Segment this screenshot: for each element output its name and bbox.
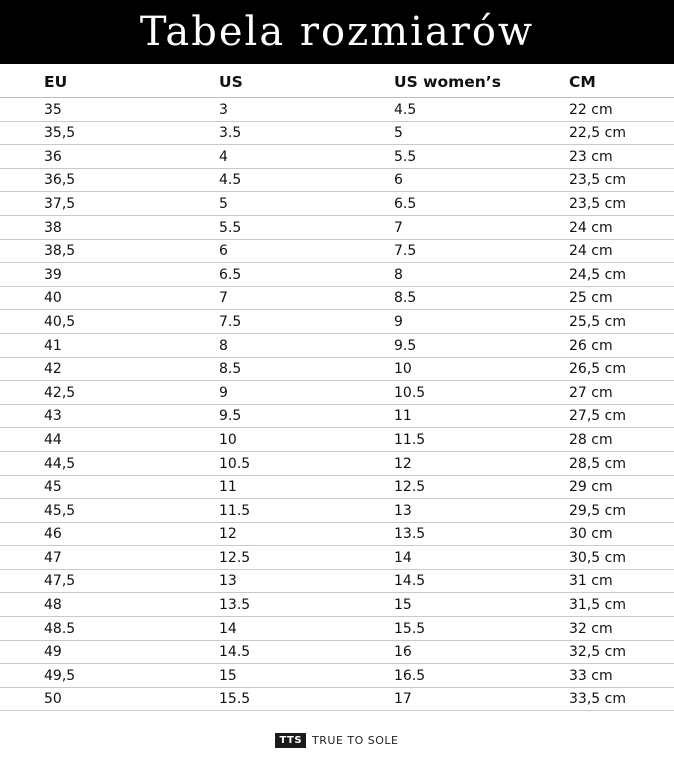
cell-eu: 44,5 — [44, 455, 76, 472]
cell-eu: 48.5 — [44, 620, 76, 637]
cell-us: 13 — [219, 573, 237, 590]
cell-us-womens: 6 — [394, 172, 403, 189]
cell-cm: 25,5 cm — [569, 313, 626, 330]
table-row — [0, 641, 674, 665]
cell-us-womens: 10 — [394, 361, 412, 378]
cell-us: 8 — [219, 337, 228, 354]
cell-cm: 33,5 cm — [569, 691, 626, 708]
cell-us-womens: 7.5 — [394, 243, 417, 260]
cell-us-womens: 8 — [394, 266, 403, 283]
table-row — [0, 499, 674, 523]
header-eu: EU — [44, 73, 68, 91]
cell-eu: 35 — [44, 101, 62, 118]
cell-us: 4 — [219, 148, 228, 165]
cell-us: 10.5 — [219, 455, 251, 472]
cell-eu: 35,5 — [44, 125, 76, 142]
cell-eu: 38,5 — [44, 243, 76, 260]
table-row — [0, 688, 674, 712]
cell-cm: 33 cm — [569, 667, 613, 684]
cell-us-womens: 5 — [394, 125, 403, 142]
cell-us: 12.5 — [219, 549, 251, 566]
table-row — [0, 593, 674, 617]
cell-cm: 30 cm — [569, 526, 613, 543]
cell-eu: 41 — [44, 337, 62, 354]
cell-cm: 25 cm — [569, 290, 613, 307]
table-header-row — [0, 64, 674, 98]
cell-eu: 46 — [44, 526, 62, 543]
cell-cm: 31 cm — [569, 573, 613, 590]
cell-cm: 27,5 cm — [569, 408, 626, 425]
table-row — [0, 570, 674, 594]
cell-cm: 24,5 cm — [569, 266, 626, 283]
table-row — [0, 192, 674, 216]
cell-us: 14 — [219, 620, 237, 637]
cell-cm: 31,5 cm — [569, 597, 626, 614]
table-row — [0, 428, 674, 452]
cell-us-womens: 8.5 — [394, 290, 417, 307]
cell-eu: 47 — [44, 549, 62, 566]
cell-cm: 23,5 cm — [569, 172, 626, 189]
cell-eu: 43 — [44, 408, 62, 425]
cell-us: 5.5 — [219, 219, 242, 236]
cell-eu: 36 — [44, 148, 62, 165]
brand-logo-mark: TTS — [275, 733, 306, 748]
cell-cm: 23 cm — [569, 148, 613, 165]
cell-us: 6 — [219, 243, 228, 260]
cell-us: 7 — [219, 290, 228, 307]
cell-eu: 49,5 — [44, 667, 76, 684]
cell-eu: 40,5 — [44, 313, 76, 330]
table-row — [0, 334, 674, 358]
cell-cm: 22,5 cm — [569, 125, 626, 142]
cell-us-womens: 5.5 — [394, 148, 417, 165]
cell-eu: 42,5 — [44, 384, 76, 401]
cell-cm: 32,5 cm — [569, 644, 626, 661]
table-row — [0, 98, 674, 122]
cell-eu: 42 — [44, 361, 62, 378]
cell-us-womens: 11.5 — [394, 431, 426, 448]
cell-us-womens: 13.5 — [394, 526, 426, 543]
table-row — [0, 169, 674, 193]
cell-cm: 26 cm — [569, 337, 613, 354]
header-us: US — [219, 73, 243, 91]
cell-us: 15 — [219, 667, 237, 684]
cell-cm: 24 cm — [569, 243, 613, 260]
table-row — [0, 122, 674, 146]
cell-us-womens: 6.5 — [394, 195, 417, 212]
cell-eu: 47,5 — [44, 573, 76, 590]
cell-us-womens: 7 — [394, 219, 403, 236]
table-row — [0, 310, 674, 334]
cell-eu: 50 — [44, 691, 62, 708]
footer-brand — [0, 726, 674, 754]
table-row — [0, 664, 674, 688]
cell-eu: 40 — [44, 290, 62, 307]
table-row — [0, 476, 674, 500]
cell-us: 9.5 — [219, 408, 242, 425]
cell-cm: 29,5 cm — [569, 502, 626, 519]
cell-eu: 48 — [44, 597, 62, 614]
cell-us-womens: 14.5 — [394, 573, 426, 590]
table-row — [0, 263, 674, 287]
header-us-womens: US women’s — [394, 73, 501, 91]
cell-us-womens: 15 — [394, 597, 412, 614]
cell-cm: 28,5 cm — [569, 455, 626, 472]
table-row — [0, 405, 674, 429]
cell-us-womens: 15.5 — [394, 620, 426, 637]
cell-us: 15.5 — [219, 691, 251, 708]
cell-us: 8.5 — [219, 361, 242, 378]
cell-us-womens: 10.5 — [394, 384, 426, 401]
table-row — [0, 216, 674, 240]
cell-us-womens: 9 — [394, 313, 403, 330]
cell-cm: 27 cm — [569, 384, 613, 401]
cell-us: 6.5 — [219, 266, 242, 283]
cell-us-womens: 16.5 — [394, 667, 426, 684]
cell-us: 12 — [219, 526, 237, 543]
cell-cm: 28 cm — [569, 431, 613, 448]
cell-us: 11 — [219, 479, 237, 496]
table-row — [0, 381, 674, 405]
table-row — [0, 240, 674, 264]
table-row — [0, 358, 674, 382]
cell-eu: 44 — [44, 431, 62, 448]
cell-us-womens: 9.5 — [394, 337, 417, 354]
table-row — [0, 145, 674, 169]
cell-us-womens: 12 — [394, 455, 412, 472]
cell-cm: 24 cm — [569, 219, 613, 236]
cell-us-womens: 4.5 — [394, 101, 417, 118]
cell-us: 14.5 — [219, 644, 251, 661]
cell-us: 10 — [219, 431, 237, 448]
table-row — [0, 617, 674, 641]
size-table — [0, 64, 674, 711]
cell-us: 7.5 — [219, 313, 242, 330]
cell-us-womens: 14 — [394, 549, 412, 566]
cell-eu: 45 — [44, 479, 62, 496]
cell-eu: 45,5 — [44, 502, 76, 519]
title-banner — [0, 0, 674, 64]
cell-cm: 30,5 cm — [569, 549, 626, 566]
cell-us-womens: 13 — [394, 502, 412, 519]
cell-us: 11.5 — [219, 502, 251, 519]
cell-us: 13.5 — [219, 597, 251, 614]
cell-eu: 39 — [44, 266, 62, 283]
cell-us: 9 — [219, 384, 228, 401]
cell-us-womens: 16 — [394, 644, 412, 661]
cell-us: 3.5 — [219, 125, 242, 142]
cell-eu: 49 — [44, 644, 62, 661]
cell-us-womens: 12.5 — [394, 479, 426, 496]
brand-name: TRUE TO SOLE — [312, 733, 399, 747]
cell-cm: 23,5 cm — [569, 195, 626, 212]
header-cm: CM — [569, 73, 596, 91]
cell-us: 3 — [219, 101, 228, 118]
cell-us: 4.5 — [219, 172, 242, 189]
cell-cm: 29 cm — [569, 479, 613, 496]
table-row — [0, 546, 674, 570]
cell-us: 5 — [219, 195, 228, 212]
cell-us-womens: 11 — [394, 408, 412, 425]
cell-eu: 38 — [44, 219, 62, 236]
cell-cm: 22 cm — [569, 101, 613, 118]
cell-eu: 37,5 — [44, 195, 76, 212]
cell-cm: 26,5 cm — [569, 361, 626, 378]
table-row — [0, 452, 674, 476]
table-row — [0, 287, 674, 311]
cell-us-womens: 17 — [394, 691, 412, 708]
cell-cm: 32 cm — [569, 620, 613, 637]
table-row — [0, 523, 674, 547]
page-title: Tabela rozmiarów — [139, 9, 535, 55]
cell-eu: 36,5 — [44, 172, 76, 189]
